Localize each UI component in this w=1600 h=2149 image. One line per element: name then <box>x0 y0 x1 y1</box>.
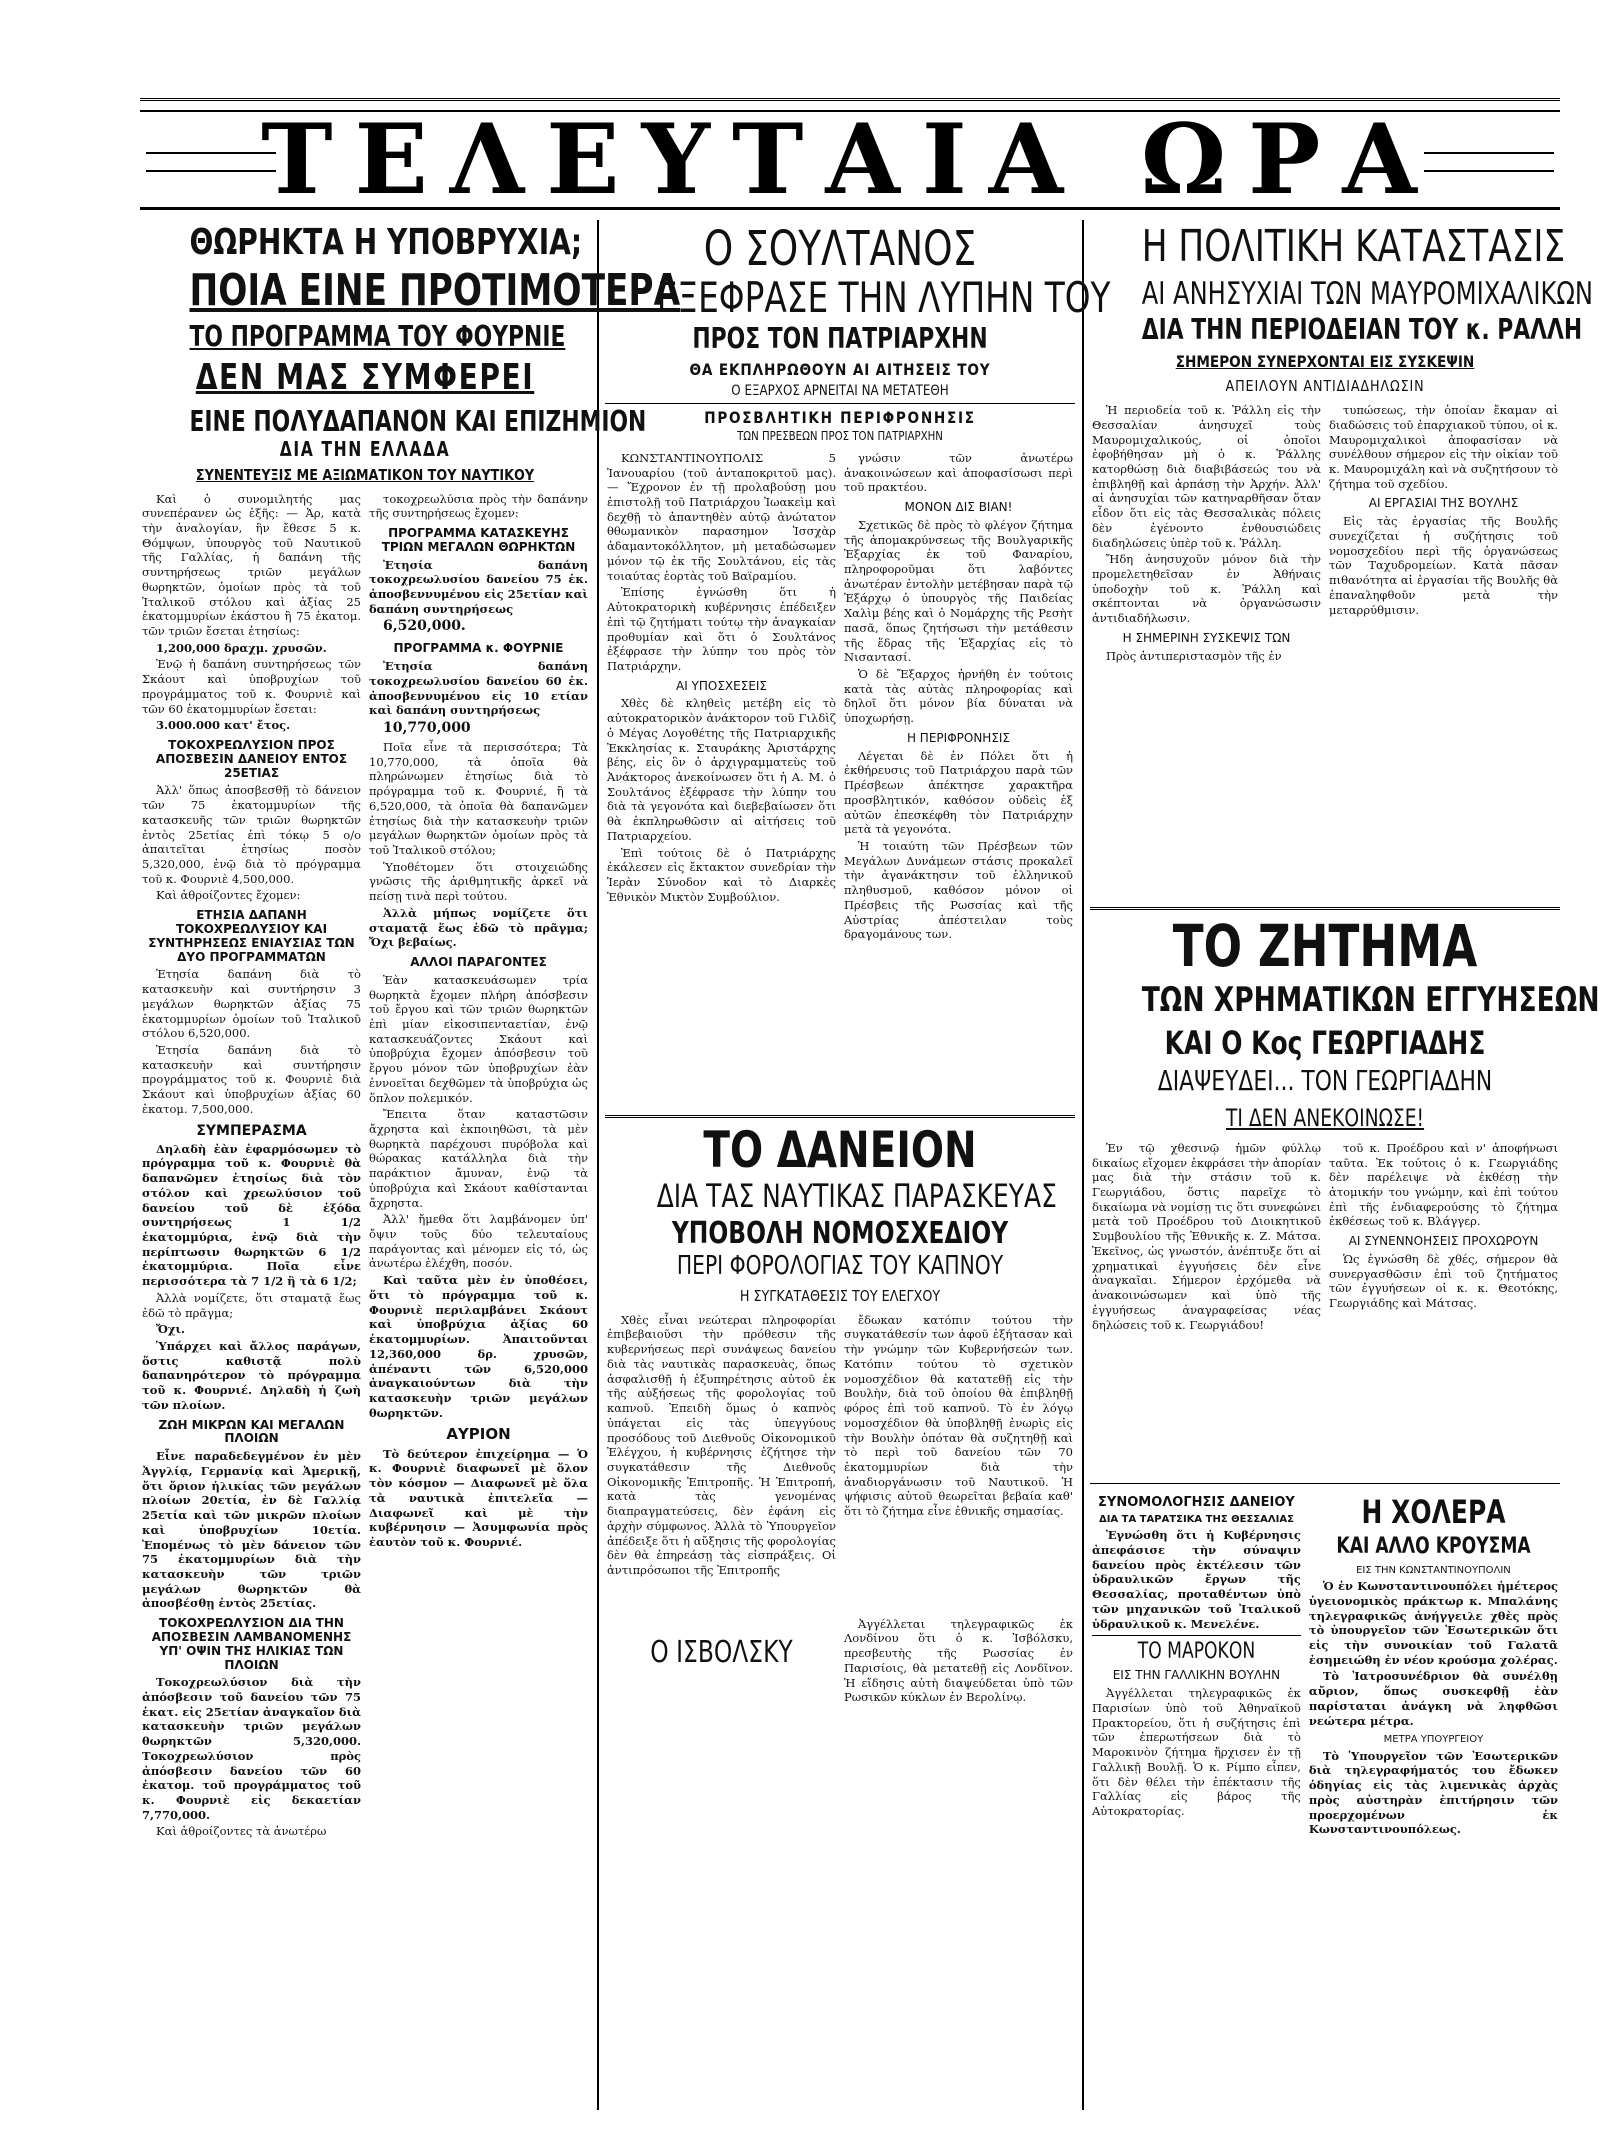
paragraph: Ἐπίσης ἐγνώσθη ὅτι ἡ Αὐτοκρατορικὴ κυβέρνησις ἐπέδειξεν ἐπὶ τῷ ζητήματι τούτῳ τὴν ἀναγκαίαν προθυμίαν καὶ ὅτι ὁ Σουλτάνος ἐξέφρασε τὴν λύπην του πρὸς τὸν Πατριάρχην. <box>607 585 836 673</box>
subheadline: ΠΡΟΣ ΤΟΝ ΠΑΤΡΙΑΡΧΗΝ <box>692 322 988 356</box>
masthead-ornament-right <box>1424 152 1554 172</box>
text-column <box>1329 403 1558 899</box>
paragraph: Ἡ τοιαύτη τῶν Πρέσβεων τῶν Μεγάλων Δυνάμεων στάσις προκαλεῖ τὴν ἀγανάκτησιν τοῦ ἑλληνικοῦ πληθυσμοῦ, καθόσον μόνον οἱ Πρέσβεις τῆς Ρωσσίας καὶ τῆς Αὐστρίας ἀπέστειλαν τοὺς δραγομάνους των. <box>844 839 1073 942</box>
subheadline: ΑΠΕΙΛΟΥΝ ΑΝΤΙΔΙΑΔΗΛΩΣΙΝ <box>1225 377 1425 396</box>
paragraph: τυπώσεως, τὴν ὁποίαν ἔκαμαν αἱ διαδώσεις τοῦ ἐπαρχιακοῦ τύπου, οἱ κ. Μαυρομιχαλικοὶ ἀποφασίσαν νὰ συνέλθουν σήμερον εἰς τὴν οἰκίαν τοῦ κ. Μαυρομιχάλη καὶ νὰ συζητήσουν τὸ ζήτημα τοῦ σχεδίου. <box>1329 403 1558 491</box>
section-heading: Η ΣΗΜΕΡΙΝΗ ΣΥΣΚΕΨΙΣ ΤΩΝ <box>1122 630 1291 645</box>
article-body <box>140 490 590 1844</box>
paragraph: Εἰς τὰς ἐργασίας τῆς Βουλῆς συνεχίζεται ἡ συζήτησις τοῦ νομοσχεδίου περὶ τῆς ὀργανώσεως τῶν Ταχυδρομείων. Κατὰ πᾶσαν πιθανότητα αἱ ἐργασίαι τῆς Βουλῆς θὰ ἐπαναληφθοῦν μετὰ τὴν μεταρρύθμισιν. <box>1329 514 1558 617</box>
paragraph: Ἀλλὰ μήπως νομίζετε ὅτι σταματᾷ ἕως ἐδῶ τὸ πρᾶγμα; Ὄχι βεβαίως. <box>369 905 588 950</box>
paragraph: Ὑπάρχει καὶ ἄλλος παράγων, ὅστις καθιστᾷ πολὺ δαπανηρότερον τὸ πρόγραμμα τοῦ κ. Φουρνιέ. Δηλαδὴ ἡ ζωὴ τῶν πλοίων. <box>142 1339 361 1412</box>
text-column <box>1329 1141 1558 1477</box>
paragraph: Ἀλλὰ νομίζετε, ὅτι σταματᾷ ἕως ἐδῶ τὸ πρᾶγμα; <box>142 1290 361 1320</box>
headline: ΕΞΕΦΡΑΣΕ ΤΗΝ ΛΥΠΗΝ ΤΟΥ <box>656 273 1111 323</box>
text-column <box>1092 1490 1301 1839</box>
article-body <box>605 1311 1075 1611</box>
paragraph: Εἶνε παραδεδεγμένον ἐν μὲν Ἀγγλίᾳ, Γερμανίᾳ καὶ Ἀμερικῇ, ὅτι ὅριον ἡλικίας τῶν μεγάλων πλοίων 20ετία, ἐν δὲ Γαλλίᾳ 25ετία καὶ τῶν μικρῶν πλοίων καὶ ὑποβρυχίων 10ετία. Ἐπομένως τὸ μὲν δάνειον τῶν 75 ἑκατομμυρίων διὰ τὴν κατασκευὴν τῶν τριῶν μεγάλων θωρηκτῶν θὰ ἀποσβέσθῃ ἐντὸς 25ετίας. <box>142 1449 361 1611</box>
paragraph: Ἀγγέλλεται τηλεγραφικῶς ἐκ Λονδίνου ὅτι ὁ κ. Ἰσβόλσκυ, πρεσβευτὴς τῆς Ρωσσίας ἐν Παρισίοις, θὰ μετατεθῇ εἰς Λονδῖνον. Ἡ εἴδησις αὐτὴ διαψεύδεται ὑπὸ τῶν Ρωσικῶν κύκλων ἐν Βερολίνῳ. <box>844 1616 1073 1705</box>
headline: ΠΟΙΑ ΕΙΝΕ ΠΡΟΤΙΜΟΤΕΡΑ <box>189 264 681 316</box>
paragraph: ΚΩΝΣΤΑΝΤΙΝΟΥΠΟΛΙΣ 5 Ἰανουαρίου (τοῦ ἀνταποκριτοῦ μας). — Ἔχρονον ἐν τῇ προλαβούσῃ μου ἐπιστολῇ τοῦ Πατριάρχου Ἰωακεὶμ καὶ δεχθῇ τὸ ἀπαντηθὲν αὐτῷ ἀνώτατον θθωμανικὸν παρασημον Ἰσσχὰρ ἀδαμαντοκόλλητον, μὴ μεταδώσωμεν μόνον τῷ ἐκ τῆς Σουλτάνου, εἰς τὰς τοιαύτας ἑορτὰς τοῦ Βαϊραμίου. <box>607 450 836 583</box>
text-column <box>607 451 836 1107</box>
headline: Ο ΣΟΥΛΤΑΝΟΣ <box>703 221 977 277</box>
subheadline: ΔΙΑ ΤΗΝ ΕΛΛΑΔΑ <box>279 436 451 461</box>
paragraph: Ποῖα εἶνε τὰ περισσότερα; Τὰ 10,770,000, τὰ ὁποῖα θὰ πληρώνωμεν ἐτησίως διὰ τὸ πρόγραμμα τοῦ κ. Φουρνιέ, ἢ τὰ 6,520,000, τὰ ὁποῖα θὰ δαπανῶμεν ἐτησίως διὰ τὴν κατασκευὴν τριῶν μεγάλων θωρηκτῶν ὁμοίων πρὸς τὰ τοῦ Ἰταλικοῦ στόλου; <box>369 739 588 857</box>
paragraph: Τὸ δεύτερον ἐπιχείρημα — Ὁ κ. Φουρνιὲ διαφωνεῖ μὲ ὅλον τὸν κόσμον — Διαφωνεῖ μὲ ὅλα τὰ ναυτικὰ ἐπιτελεῖα — Διαφωνεῖ καὶ μὲ τὴν κυβέρνησιν — Ἀσυμφωνία πρὸς ἑαυτὸν τοῦ κ. Φουρνιέ. <box>369 1446 588 1549</box>
subheadline: ΕΙΝΕ ΠΟΛΥΔΑΠΑΝΟΝ ΚΑΙ ΕΠΙΖΗΜΙΟΝ <box>189 405 647 439</box>
subheadline: ΣΥΝΕΝΤΕΥΞΙΣ ΜΕ ΑΞΙΩΜΑΤΙΚΟΝ ΤΟΥ ΝΑΥΤΙΚΟΥ <box>195 465 535 484</box>
subheadline: ΘΑ ΕΚΠΛΗΡΩΘΟΥΝ ΑΙ ΑΙΤΗΣΕΙΣ ΤΟΥ <box>689 359 991 379</box>
paragraph: Τὸ Ὑπουργεῖον τῶν Ἐσωτερικῶν διὰ τηλεγραφήματός του ἔδωκεν ὁδηγίας εἰς τὰς λιμενικὰς ἀρχὰς πρὸς αὐστηρὰν ἐπιτήρησιν τῶν προερχομένων ἐκ Κωνσταντινουπόλεως. <box>1308 1748 1558 1837</box>
text-column <box>369 492 588 1842</box>
paragraph: Καὶ ἀθροίζοντες τὰ ἀνωτέρω <box>156 1824 327 1839</box>
paragraph: Δηλαδὴ ἐὰν ἐφαρμόσωμεν τὸ πρόγραμμα τοῦ κ. Φουρνιὲ θὰ δαπανῶμεν ἐτησίως διὰ τὸν στόλον καὶ χρεωλύσιον τοῦ δανείου τοῦ δὲ ἐξόδα συντηρήσεως 1 1/2 ἑκατομμύρια, ἐνῷ διὰ τὴν περίπτωσιν θωρηκτῶν 6 1/2 ἑκατομμύρια. Ποῖα εἶνε περισσότερα τὰ 7 1/2 ἢ τὰ 6 1/2; <box>142 1141 361 1289</box>
headline: ΘΩΡΗΚΤΑ Η ΥΠΟΒΡΥΧΙΑ; <box>189 222 583 263</box>
section-heading: ΕΙΣ ΤΗΝ ΓΑΛΛΙΚΗΝ ΒΟΥΛΗΝ <box>1112 1668 1281 1683</box>
paragraph: Ὄχι. <box>156 1322 186 1337</box>
paragraph: Ἐτησία δαπάνη τοκοχρεωλυσίου δανείου 60 ἑκ. ἀποσβεννυμένου εἰς 10 ετίαν καὶ δαπάνη συντηρήσεως <box>369 659 588 718</box>
newspaper-page <box>120 80 1600 2120</box>
subheadline: ΠΕΡΙ ΦΟΡΟΛΟΓΙΑΣ ΤΟΥ ΚΑΠΝΟΥ <box>676 1251 1004 1282</box>
section-heading: ΖΩΗ ΜΙΚΡΩΝ ΚΑΙ ΜΕΓΑΛΩΝ ΠΛΟΙΩΝ <box>158 1417 345 1446</box>
figure: 10,770,000 <box>383 720 471 737</box>
text-column <box>1309 1490 1558 1839</box>
paragraph: Ἐπὶ τούτοις δὲ ὁ Πατριάρχης ἐκάλεσεν εἰς ἔκτακτον συνεδρίαν τὴν Ἱερὰν Σύνοδον καὶ τὸ Διαρκὲς Ἐθνικὸν Μικτὸν Συμβούλιον. <box>607 845 836 904</box>
section-heading: ΠΡΟΓΡΑΜΜΑ ΚΑΤΑΣΚΕΥΗΣ ΤΡΙΩΝ ΜΕΓΑΛΩΝ ΘΩΡΗΚΤΩΝ <box>381 526 576 554</box>
paragraph: Ἡ περιοδεία τοῦ κ. Ῥάλλη εἰς τὴν Θεσσαλίαν ἀνησυχεῖ τοὺς Μαυρομιχαλικούς, οἱ ὁποῖοι ἐφοβήθησαν μὴ ὁ κ. Ῥάλλης κατορθώσῃ διὰ διαβιβάσεώς του νὰ ἐπιβληθῇ καὶ ἀρπάσῃ τὴν Ἀρχήν. Ἀλλ' αἱ ἀνησυχίαι τῶν κατηναρθῆσαν ὅταν εἶδον ὅτι εἰς τὰς Θεσσαλικὰς πόλεις δὲν ἐγένοντο ἐνθουσιώδεις διαδηλώσεις ὑπὲρ τοῦ κ. Ῥάλλη. <box>1092 403 1321 550</box>
subheadline: ΑΙ ΑΝΗΣΥΧΙΑΙ ΤΩΝ ΜΑΥΡΟΜΙΧΑΛΙΚΩΝ <box>1141 276 1593 313</box>
section-heading: ΑΙ ΥΠΟΣΧΕΣΕΙΣ <box>675 678 768 693</box>
subheadline: ΔΙΑ ΤΗΝ ΠΕΡΙΟΔΕΙΑΝ ΤΟΥ κ. ΡΑΛΛΗ <box>1141 312 1583 346</box>
paragraph: Καὶ ἀθροίζοντες ἔχομεν: <box>156 888 301 903</box>
paragraph: Ἐγνώσθη ὅτι ἡ Κυβέρνησις ἀπεφάσισε τὴν σύναψιν δανείου πρὸς ἐκτέλεσιν τῶν ὑδραυλικῶν ἔργων τῆς Θεσσαλίας, προταθέντων ὑπὸ τῶν μηχανικῶν τοῦ Ἰταλικοῦ ὑδραυλικοῦ κ. Μενελένε. <box>1092 1528 1301 1631</box>
rule <box>1092 1635 1301 1636</box>
paragraph: Ὡς ἐγνώσθη δὲ χθές, σήμερον θὰ συνεργασθῶσιν ἐπὶ τοῦ ζητήματος τῶν ἐγγυήσεων οἱ κ. κ. Θεοτόκης, Γεωργιάδης καὶ Μάτσας. <box>1329 1251 1558 1311</box>
column-sultan <box>605 220 1111 2120</box>
section-heading: ΑΙ ΕΡΓΑΣΙΑΙ ΤΗΣ ΒΟΥΛΗΣ <box>1368 496 1519 511</box>
text-column <box>844 1617 1073 1707</box>
text-column <box>844 451 1073 1107</box>
paragraph: Ἀλλ' ὅπως ἀποσβεσθῇ τὸ δάνειον τῶν 75 ἑκατομμυρίων τῆς κατασκευῆς τῶν τριῶν θωρηκτῶν ἐντὸς 25ετίας ἐπὶ τόκῳ 5 ο/ο ἀπαιτεῖται ἐτησίως ποσὸν 5,320,000, ἐνῷ διὰ τὸ πρόγραμμα τοῦ κ. Φουρνιὲ 4,500,000. <box>142 783 361 886</box>
section-heading: ΑΥΡΙΟΝ <box>446 1425 511 1444</box>
headline: Η ΠΟΛΙΤΙΚΗ ΚΑΤΑΣΤΑΣΙΣ <box>1141 221 1566 272</box>
subheadline: ΤΟ ΠΡΟΓΡΑΜΜΑ ΤΟΥ ΦΟΥΡΝΙΕ <box>189 319 566 353</box>
article-body <box>605 449 1075 1109</box>
rule <box>605 1115 1075 1118</box>
text-column <box>142 492 361 1842</box>
paragraph: Ἀλλ' ἤμεθα ὅτι λαμβάνομεν ὑπ' ὄψιν τοῦς δύο τελευταίους παράγοντας καὶ μένομεν εἰς τό, ὡς ἀνωτέρω ἐλέχθη, ποσόν. <box>369 1212 588 1271</box>
paragraph: Τὸ Ἰατροσυνέδριον θὰ συνέλθῃ αὔριον, ὅπως συσκεφθῇ ἐὰν παρίσταται ἀνάγκη νὰ ληφθῶσι νεώτερα μέτρα. <box>1308 1669 1558 1728</box>
paragraph: Καὶ ταῦτα μὲν ἐν ὑποθέσει, ὅτι τὸ πρόγραμμα τοῦ κ. Φουρνιὲ περιλαμβάνει Σκάουτ καὶ ὑποβρύχια ἀξίας 60 ἑκατομμυρίων. Ἀπαιτοῦνται 12,360,000 δρ. χρυσῶν, ἀπέναντι τῶν 6,520,000 ἀναγκαιούντων διὰ τὴν κατασκευὴν τριῶν μεγάλων θωρηκτῶν. <box>369 1273 588 1420</box>
paragraph: ἔδωκαν κατόπιν τούτου τὴν συγκατάθεσίν των ἀφοῦ ἐξήτασαν καὶ τὴν γνώμην τῶν Κυβερνήσεών των. Κατόπιν τούτου τὸ σχετικὸν νομοσχέδιον θὰ κατατεθῇ εἰς τὴν Βουλὴν, διὰ τοῦ ὁποίου θὰ ἐπιβληθῇ φόρος ἐπὶ τοῦ καπνοῦ. Τὸ ἐν λόγῳ νομοσχέδιον θὰ ὑποβληθῇ ἐνωρὶς εἰς τὴν Βουλὴν ὁπόταν θὰ συζητηθῇ καὶ τὸ περὶ τοῦ δανείου τῶν 70 ἑκατομμυρίων διὰ τὴν ἀναδιοργάνωσιν τοῦ Ναυτικοῦ. Ἡ ψήφισις αὐτοῦ θεωρεῖται βεβαία καθ' ὅτι τὸ ζήτημα εἶνε ἐθνικῆς σημασίας. <box>844 1312 1073 1519</box>
headline: Η ΧΟΛΕΡΑ <box>1361 1492 1506 1531</box>
paragraph: Τοκοχρεωλύσιον διὰ τὴν ἀπόσβεσιν τοῦ δανείου τῶν 75 ἑκατ. εἰς 25ετίαν ἀναγκαῖον διὰ κατασκευὴν τριῶν μεγάλων θωρηκτῶν 5,320,000. Τοκοχρεωλύσιον πρὸς ἀπόσβεσιν δανείου τῶν 60 ἑκατομ. τοῦ προγράμματος τοῦ κ. Φουρνιὲ εἰς δεκαετίαν 7,770,000. <box>142 1675 361 1822</box>
paragraph: τοῦ κ. Προέδρου καὶ ν' ἀποφήνωσι ταῦτα. Ἐκ τούτοις ὁ κ. Γεωργιάδης δὲν παρέλειψε νὰ ἐκθέσῃ τὴν ἀτομικήν του γνώμην, καὶ ἐπὶ τούτου ἐπὶ τῆς ἐνδιαφερούσης τὸ ζήτημα ἐκθέσεως τοῦ κ. Βλάγγερ. <box>1329 1140 1558 1229</box>
masthead <box>140 103 1560 216</box>
subheadline: ΚΑΙ Ο Κος ΓΕΩΡΓΙΑΔΗΣ <box>1164 1023 1486 1062</box>
text-column <box>1092 403 1321 899</box>
column-politics <box>1090 220 1600 2120</box>
masthead-title: ΤΕΛΕΥΤΑΙΑ ΩΡΑ <box>261 103 1439 216</box>
paragraph: Σχετικῶς δὲ πρὸς τὸ φλέγον ζήτημα τῆς ἀπομακρύνσεως τῆς Βουλγαρικῆς Ἐξαρχίας ἐκ τοῦ Φαναρίου, πληροφοροῦμαι ὅτι λαβόντες ἀνωτέραν ἐντολὴν μετέβησαν παρὰ τῷ Ἐξάρχῳ ὁ ὑπουργὸς τῆς Παιδείας Χαλὶμ βέης καὶ ὁ Νομάρχης τῆς Ρεσὴτ πασᾶ, ὅπως ζητήσωσι τὴν μετάθεσιν τῆς ἕδρας τῆς Ἐξαρχίας εἰς τὸ Νισαντασί. <box>844 517 1073 665</box>
subheadline: ΤΙ ΔΕΝ ΑΝΕΚΟΙΝΩΣΕ! <box>1225 1103 1425 1132</box>
subheadline: ΣΗΜΕΡΟΝ ΣΥΝΕΡΧΟΝΤΑΙ ΕΙΣ ΣΥΣΚΕΨΙΝ <box>1175 352 1475 372</box>
section-heading: ΠΡΟΓΡΑΜΜΑ κ. ΦΟΥΡΝΙΕ <box>393 641 564 656</box>
headline: Ο ΙΣΒΟΛΣΚΥ <box>650 1634 793 1670</box>
section-heading: ΜΕΤΡΑ ΥΠΟΥΡΓΕΙΟΥ <box>1383 1734 1484 1746</box>
text-column <box>607 1313 836 1609</box>
article-body <box>1090 1139 1560 1479</box>
section-heading: Η ΠΕΡΙΦΡΟΝΗΣΙΣ <box>906 730 1011 745</box>
section-heading: ΜΟΝΟΝ ΔΙΣ ΒΙΑΝ! <box>904 500 1013 515</box>
subheadline: ΤΩΝ ΧΡΗΜΑΤΙΚΩΝ ΕΓΓΥΗΣΕΩΝ <box>1141 980 1600 1021</box>
paragraph: γνώσιν τῶν ἀνωτέρω ἀνακοινώσεων καὶ ἀποφασίσωσι περὶ τοῦ πρακτέου. <box>844 450 1073 495</box>
column-submarines <box>140 220 681 2120</box>
paragraph: Ἐτησία δαπάνη διὰ τὸ κατασκευὴν καὶ συντήρησιν προγράμματος τοῦ κ. Φουρνιὲ διὰ Σκάουτ καὶ ὑποβρυχίων ἀξίας 60 ἑκατομ. 7,500,000. <box>142 1042 361 1116</box>
subheadline: ΔΙΑΨΕΥΔΕΙ... ΤΟΝ ΓΕΩΡΓΙΑΔΗΝ <box>1157 1064 1493 1098</box>
text-column <box>1092 1141 1321 1477</box>
rule <box>605 403 1075 404</box>
paragraph: Χθὲς δὲ κληθεὶς μετέβη εἰς τὸ αὐτοκρατορικὸν ἀνάκτορον τοῦ Γιλδὶζ ὁ Μέγας Λογοθέτης τῆς Πατριαρχικῆς Ἐκκλησίας κ. Σταυράκης Ἀριστάρχης βέης, εἰς ὃν ὁ ἀρχιγραμματεὺς τοῦ Ἀνάκτορος ἀνεκοίνωσεν ὅτι ἡ Α. Μ. ὁ Σουλτάνος ἐξέφρασε τὴν λύπην του διὰ τὰ γεγονότα καὶ διεβεβαίωσεν ὅτι θὰ ἐκπληρωθῶσιν αἱ αἰτήσεις τοῦ Πατριαρχείου. <box>607 696 836 843</box>
subheadline: ΠΡΟΣΒΛΗΤΙΚΗ ΠΕΡΙΦΡΟΝΗΣΙΣ <box>704 407 976 427</box>
subheadline: ΔΙΑ ΤΑΣ ΝΑΥΤΙΚΑΣ ΠΑΡΑΣΚΕΥΑΣ <box>656 1177 1057 1216</box>
paragraph: Ἐὰν κατασκευάσωμεν τρία θωρηκτὰ ἔχομεν πλήρη ἀπόσβεσιν τοῦ ἔργου καὶ τῶν τριῶν θωρηκτῶν ἐπὶ μίαν εἰκοσιπενταετίαν, ἐνῷ κατασκευάζοντες Σκάουτ καὶ ὑποβρύχια ἔχομεν ἀπόσβεσιν τοῦ ἔργου μόνον τῶν ὑποβρυχίων ἐὰν ἐννοεῖται δεχθῶμεν τὰ ὑποβρύχια ὡς ὅπλον πολεμικόν. <box>369 972 588 1105</box>
subheadline: Ο ΕΞΑΡΧΟΣ ΑΡΝΕΙΤΑΙ ΝΑ ΜΕΤΑΤΕΘΗ <box>731 382 949 399</box>
subheadline: ΤΩΝ ΠΡΕΣΒΕΩΝ ΠΡΟΣ ΤΟΝ ΠΑΤΡΙΑΡΧΗΝ <box>737 428 943 443</box>
headline: ΤΟ ΖΗΤΗΜΑ <box>1172 912 1478 981</box>
paragraph: Ὁ δὲ Ἔξαρχος ἠρνήθη ἐν τούτοις κατὰ τὰς αὐτὰς πληροφορίας καὶ δηλοῖ ὅτι μόνον βία δύναται νὰ ὑποχωρήσῃ. <box>844 667 1073 726</box>
paragraph: Λέγεται δὲ ἐν Πόλει ὅτι ἡ ἐκθήρευσις τοῦ Πατριάρχου παρὰ τῶν Πρέσβεων ἀπέκτησε χαρακτῆρα προσβλητικόν, καθόσον οὐδεὶς ἐξ αὐτῶν ἐπεσκέφθη τὸν Πατριάρχην μετὰ τὰ γεγονότα. <box>844 748 1073 837</box>
figure: 1,200,000 δραχμ. χρυσῶν. <box>156 640 327 655</box>
paragraph: Ἤδη ἀνησυχοῦν μόνον διὰ τὴν προμελετηθεῖσαν ἐν Ἀθήναις ὑποδοχὴν τοῦ κ. Ῥάλλη καὶ σκέπτονται νὰ ὀργανώσωσιν ἀντιδιαδήλωσιν. <box>1092 552 1321 626</box>
section-heading: ΣΥΜΠΕΡΑΣΜΑ <box>196 1122 307 1139</box>
column-divider <box>1082 220 1084 2110</box>
section-heading: ΤΟΚΟΧΡΕΩΛΥΣΙΟΝ ΠΡΟΣ ΑΠΟΣΒΕΣΙΝ ΔΑΝΕΙΟΥ ΕΝΤΟΣ 25ΕΤΙΑΣ <box>155 738 348 780</box>
section-heading: ΔΙΑ ΤΑ ΤΑΡΑΤΣΙΚΑ ΤΗΣ ΘΕΣΣΑΛΙΑΣ <box>1098 1513 1294 1525</box>
section-heading: ΕΙΣ ΤΗΝ ΚΩΝΣΤΑΝΤΙΝΟΥΠΟΛΙΝ <box>1356 1564 1511 1576</box>
masthead-ornament-left <box>146 152 276 172</box>
paragraph: Καὶ ὁ συνομιλητής μας συνεπέρανεν ὡς ἑξῆς: — Ἀρ, κατὰ τὴν ἀναλογίαν, ἣν ἔθεσε 5 κ. Θόμψων, ὑπουργὸς τοῦ Ναυτικοῦ τῆς Γαλλίας, ἡ δαπάνη τῆς συντηρήσεως τριῶν μεγάλων θωρηκτῶν, ὁμοίων πρὸς τὰ τοῦ Ἰταλικοῦ στόλου καὶ ἀξίας 25 ἑκατομμυρίων ἑκάστου ἢ 75 ἑκατομ. τῶν τριῶν ἔσεται ἐτησίως: <box>142 491 361 639</box>
article-body <box>605 1615 1075 1709</box>
paragraph: Ὑποθέτομεν ὅτι στοιχειώδης γνῶσις τῆς ἀριθμητικῆς ἀρκεῖ νὰ πείσῃ τινὰ περὶ τούτου. <box>369 859 588 904</box>
column-divider <box>597 220 599 2110</box>
text-column <box>844 1313 1073 1609</box>
section-heading: ΣΥΝΟΜΟΛΟΓΗΣΙΣ ΔΑΝΕΙΟΥ <box>1098 1494 1295 1510</box>
paragraph: Ἀγγέλλεται τηλεγραφικῶς ἐκ Παρισίων ὑπὸ τοῦ Ἀθηναϊκοῦ Πρακτορείου, ὅτι ἡ συζήτησις ἐπὶ τῶν ἐπερωτήσεων διὰ τὸ Μαροκινὸν ζήτημα ἤρχισεν ἐν τῇ Γαλλικῇ Βουλῇ. Ὁ κ. Ρίμπο εἶπεν, ὅτι δὲν θέλει τὴν ἐπέκτασιν τῆς Γαλλίας εἰς βάρος τῆς Αὐτοκρατορίας. <box>1092 1686 1301 1818</box>
subheadline: ΚΑΙ ΑΛΛΟ ΚΡΟΥΣΜΑ <box>1336 1534 1531 1560</box>
article-body <box>1090 1488 1560 1841</box>
paragraph: Ἐτησία δαπάνη τοκοχρεωλυσίου δανείου 75 ἑκ. ἀποσβεννυμένου εἰς 25ετίαν καὶ δαπάνη συντηρήσεως <box>369 557 588 616</box>
article-body <box>1090 401 1560 901</box>
rule <box>1090 907 1560 910</box>
paragraph: Χθὲς εἶναι νεώτεραι πληροφορίαι ἐπιβεβαιοῦσι τὴν πρόθεσιν τῆς κυβερνήσεως περὶ συνάψεως δανείου διὰ τὰς ναυτικὰς παρασκευὰς, ὅπως ἀσφαλισθῇ ἡ ἐξυπηρέτησις αὐτοῦ ἐκ τῆς αὐξήσεως τῆς φορολογίας τοῦ καπνοῦ. Ἐπειδὴ ὅμως ὁ καπνὸς ὑπάγεται εἰς τὰς ὑπεγγύους προσόδους τοῦ Διεθνοῦς Οἰκονομικοῦ Ἐλέγχου, ἡ κυβέρνησις ἐζήτησε τὴν συγκατάθεσιν τῆς Διεθνοῦς Οἰκονομικῆς Ἐπιτροπῆς. Ἡ Ἐπιτροπή, κατὰ τὰς γενομένας διαπραγματεύσεις, δὲν ἐφάνη εἰς ἀρχὴν σύμφωνος. Ἀλλὰ τὸ Ὑπουργεῖον ἀπέδειξε ὅτι ἡ αὔξησις τῆς φορολογίας δὲν θὰ ἐπηρεάσῃ τὰς εἰσπράξεις. Οἱ ἀντιπρόσωποι τῆς Ἐπιτροπῆς <box>607 1312 836 1577</box>
paragraph: Ἔπειτα ὅταν καταστῶσιν ἄχρηστα καὶ ἐκποιηθῶσι, τὰ μὲν θωρηκτὰ παρέχουσι πυρόβολα καὶ θώρακας κατάλληλα διὰ τὴν παράκτιον ἄμυναν, ἐνῷ τὰ ὑποβρύχια καὶ Σκάουτ καθίστανται ἄχρηστα. <box>369 1107 588 1210</box>
subheadline: Η ΣΥΓΚΑΤΑΘΕΣΙΣ ΤΟΥ ΕΛΕΓΧΟΥ <box>739 1286 941 1305</box>
subheadline: ΥΠΟΒΟΛΗ ΝΟΜΟΣΧΕΔΙΟΥ <box>671 1215 1009 1251</box>
section-heading: ΑΛΛΟΙ ΠΑΡΑΓΟΝΤΕΣ <box>410 955 547 970</box>
figure: 3.000.000 κατ' ἔτος. <box>156 718 291 733</box>
rule <box>1090 1483 1560 1484</box>
figure: 6,520,000. <box>383 618 466 635</box>
section-heading: ΤΟΚΟΧΡΕΩΛΥΣΙΟΝ ΔΙΑ ΤΗΝ ΑΠΟΣΒΕΣΙΝ ΛΑΜΒΑΝΟΜΕΝΗΣ ΥΠ' ΟΨΙΝ ΤΗΣ ΗΛΙΚΙΑΣ ΤΩΝ ΠΛΟΙΩΝ <box>151 1616 352 1672</box>
paragraph: Ἐν τῷ χθεσινῷ ἡμῶν φύλλῳ δικαίως εἴχομεν ἐκφράσει τὴν ἀπορίαν μας διὰ τὴν στάσιν τοῦ κ. Γεωργιάδου, ὅστις παρεῖχε τὸ δικαίωμα νὰ νομίσῃ τις ὅτι συνεφώνει μετὰ τοῦ Προέδρου τοῦ Διοικητικοῦ Συμβουλίου τῆς Ἐθνικῆς κ. Ζ. Μάτσα. Ἐκεῖνος, ὡς γνωστόν, ἀνέπτυξε ὅτι αἱ χρηματικαὶ ἐγγυήσεις δὲν εἶνε ἀναγκαῖαι. Σήμερον ἐρχόμεθα νὰ ἀνακοινώσωμεν καὶ ὑπὸ τῆς ἐγγυήσεως ἀναγραφείσας νέας δηλώσεις τοῦ κ. Γεωργιάδου! <box>1092 1140 1321 1332</box>
text-column <box>607 1617 836 1707</box>
subheadline: ΔΕΝ ΜΑΣ ΣΥΜΦΕΡΕΙ <box>195 357 535 399</box>
section-heading: ΕΤΗΣΙΑ ΔΑΠΑΝΗ ΤΟΚΟΧΡΕΩΛΥΣΙΟΥ ΚΑΙ ΣΥΝΤΗΡΗΣΕΩΣ ΕΝΙΑΥΣΙΑΣ ΤΩΝ ΔΥΟ ΠΡΟΓΡΑΜΜΑΤΩΝ <box>148 908 355 964</box>
headline: ΤΟ ΔΑΝΕΙΟΝ <box>703 1120 977 1179</box>
paragraph: Ἐτησία δαπάνη διὰ τὸ κατασκευὴν καὶ συντήρησιν 3 μεγάλων θωρηκτῶν ἀξίας 75 ἑκατομμυρίων ὁμοίων τοῦ Ἰταλικοῦ στόλου 6,520,000. <box>142 967 361 1041</box>
paragraph: Ὁ ἐν Κωνσταντινουπόλει ἡμέτερος ὑγειονομικὸς πράκτωρ κ. Μπαλάνης τηλεγραφικῶς ἀνήγγειλε χθὲς πρὸς τὸ ὑπουργεῖον τῶν Ἐσωτερικῶν ὅτι εἰς τὴν συνοικίαν τοῦ Γαλατᾶ ἐσημειώθη ἐν νέον κρούσμα χολέρας. <box>1308 1579 1558 1667</box>
paragraph: τοκοχρεωλύσια πρὸς τὴν δαπάνην τῆς συντηρήσεως ἔχομεν: <box>369 491 588 521</box>
section-heading: ΑΙ ΣΥΝΕΝΝΟΗΣΕΙΣ ΠΡΟΧΩΡΟΥΝ <box>1348 1234 1539 1249</box>
paragraph: Ἐνῷ ἡ δαπάνη συντηρήσεως τῶν Σκάουτ καὶ ὑποβρυχίων τοῦ προγράμματος τοῦ κ. Φουρνιὲ καὶ τῶν 60 ἑκατομμυρίων ἔσεται: <box>142 657 361 716</box>
paragraph: Πρὸς ἀντιπεριστασμὸν τῆς ἐν <box>1106 648 1282 663</box>
headline: ΤΟ ΜΑΡΟΚΟΝ <box>1137 1639 1256 1665</box>
